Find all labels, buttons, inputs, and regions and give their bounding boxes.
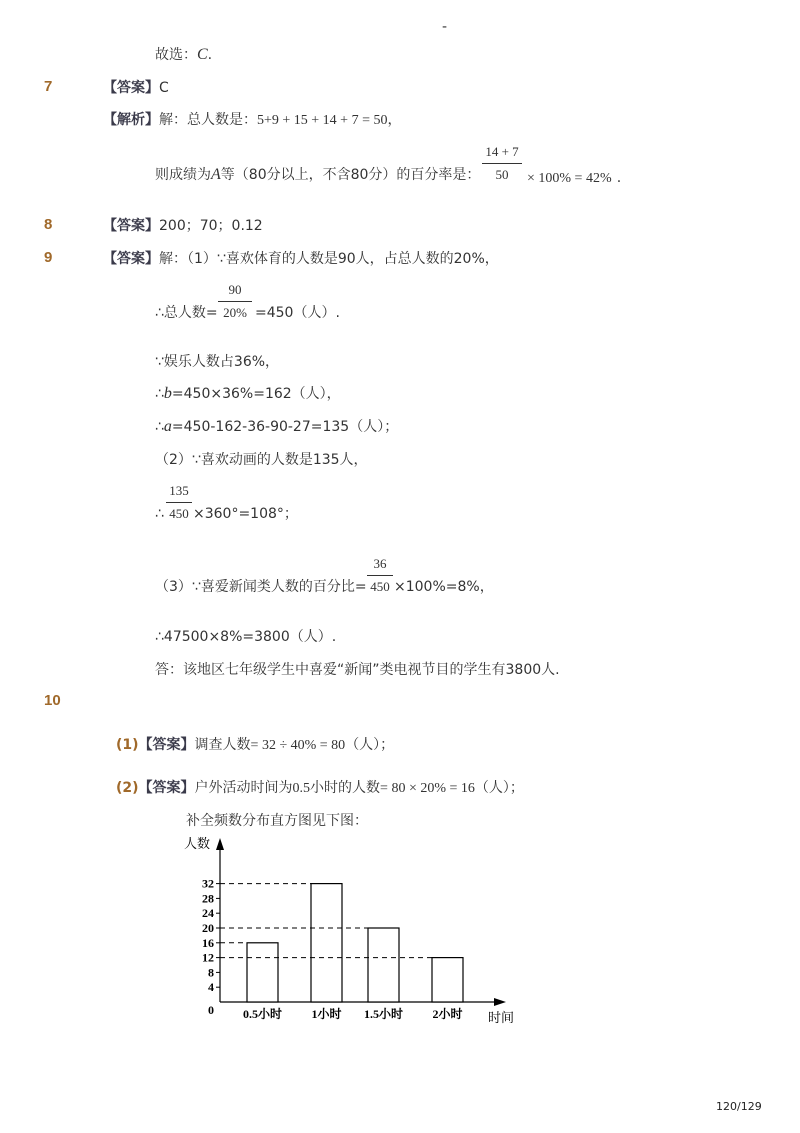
q10-p1-post: （人）； [345, 737, 395, 753]
q10-p1-num: (1) [116, 737, 139, 753]
fraction-bar [367, 575, 393, 576]
q9-l8-num: 36 [373, 556, 387, 571]
x-tick-label-1: 1小时 [311, 1007, 342, 1021]
q7-answer-line [103, 79, 169, 97]
y-tick-label-4: 4 [208, 980, 214, 995]
q10-number: 10 [44, 692, 61, 709]
q10-p1-formula: = 32 ÷ 40% = 80 [250, 738, 346, 753]
q9-l2-pre: ∴总人数= [155, 305, 218, 321]
q9-l2-fraction [218, 282, 252, 321]
q7-frac-den: 50 [495, 167, 509, 182]
answer-tag: 【答案】 [103, 251, 159, 267]
q10-part2 [116, 779, 524, 798]
q7-line2-end: . [616, 170, 622, 186]
q7-analysis-line [103, 111, 401, 130]
q7-var-a: A [211, 166, 221, 183]
q7-analysis-lead: 解：总人数是： [159, 112, 257, 128]
bar-0.5小时 [247, 943, 278, 1002]
q9-l5-pre: ∴ [155, 419, 164, 435]
y-tick-label-32: 32 [202, 876, 214, 891]
q9-l2-post: =450（人）. [255, 305, 340, 321]
q7-sum-tail: ， [387, 112, 402, 128]
answer-tag: 【答案】 [103, 80, 159, 96]
q7-fraction [482, 144, 522, 183]
q9-l8-pre: （3）∵喜爱新闻类人数的百分比= [155, 579, 367, 595]
x-tick-label-3: 2小时 [432, 1007, 463, 1021]
q8-answer: 200；70；0.12 [159, 218, 263, 234]
fraction-bar [482, 163, 522, 164]
q9-var-a: a [163, 418, 172, 435]
q10-p2-note: 补全频数分布直方图见下图： [186, 813, 368, 829]
q6-answer: C [197, 46, 208, 63]
q10-p2-mid: 小时的人数 [310, 780, 381, 796]
q9-l7-post: ×360°=108°； [193, 506, 298, 522]
q10-p2-num: (2) [116, 780, 139, 796]
y-tick-label-8: 8 [208, 965, 214, 980]
y-axis-arrow [216, 838, 224, 850]
q6-tail: . [207, 47, 213, 63]
q9-line1 [103, 250, 499, 268]
q7-frac-tail: × 100% = 42% [527, 171, 612, 186]
fraction-bar [166, 502, 192, 503]
q9-l8-post: ×100%=8%， [394, 579, 494, 595]
histogram-chart [170, 830, 530, 1030]
q9-number: 9 [44, 249, 53, 266]
x-tick-label-0: 0.5小时 [242, 1007, 283, 1021]
q10-p2-pre: 户外活动时间为 [194, 780, 293, 796]
q9-l7-pre: ∴ [155, 506, 164, 522]
q9-l8-fraction [367, 556, 393, 595]
q7-line2-post: 等（80分以上，不含80分）的百分率是： [220, 167, 481, 183]
q9-l3: ∵娱乐人数占36%， [155, 354, 280, 370]
q7-number: 7 [44, 78, 53, 95]
y-tick-label-16: 16 [202, 935, 214, 950]
q8-answer-line [103, 217, 263, 235]
q9-l4-post: =450×36%=162（人）， [171, 386, 341, 402]
y-tick-label-24: 24 [202, 906, 214, 921]
q6-conclusion [155, 46, 212, 64]
q9-l4-pre: ∴ [155, 386, 164, 402]
q9-l2-den: 20% [223, 305, 247, 320]
bar-2小时 [432, 958, 463, 1002]
fraction-bar [218, 301, 252, 302]
bar-1.5小时 [368, 928, 399, 1002]
bar-1小时 [311, 884, 342, 1002]
q8-number: 8 [44, 216, 53, 233]
q9-l9: ∴47500×8%=3800（人）. [155, 629, 337, 645]
page-number: 120/129 [716, 1100, 762, 1113]
q10-p1-pre: 调查人数 [194, 737, 251, 753]
q9-l5 [155, 418, 398, 436]
q9-l7-fraction [166, 483, 192, 522]
y-tick-label-20: 20 [202, 921, 214, 935]
y-tick-label-28: 28 [202, 891, 214, 906]
x-tick-label-2: 1.5小时 [363, 1007, 404, 1021]
q7-line2 [155, 166, 480, 184]
q7-answer: C [159, 80, 169, 96]
q9-l7-num: 135 [169, 483, 189, 498]
q9-l7-den: 450 [169, 506, 189, 521]
q10-part1 [116, 736, 394, 755]
q9-l2-num: 90 [228, 282, 242, 297]
q10-p2-post: （人）； [474, 780, 524, 796]
q10-p2-formula: = 80 × 20% = 16 [380, 781, 475, 796]
q9-l4 [155, 385, 341, 403]
answer-tag: 【答案】 [103, 218, 159, 234]
q9-l5-post: =450-162-36-90-27=135（人）； [171, 419, 399, 435]
x-axis-arrow [494, 998, 506, 1006]
q10-p2-val: 0.5 [292, 781, 311, 796]
y-tick-label-12: 12 [202, 950, 214, 965]
answer-tag: 【答案】 [138, 737, 195, 753]
q9-l6: （2）∵喜欢动画的人数是135人， [155, 452, 368, 468]
origin-label: 0 [208, 1003, 214, 1017]
y-axis-label: 人数 [184, 836, 211, 851]
x-axis-label: 时间 [488, 1010, 515, 1025]
analysis-tag: 【解析】 [103, 112, 159, 128]
q7-frac-tail-wrap [527, 167, 621, 187]
q7-sum-formula: 5+9 + 15 + 14 + 7 = 50 [257, 113, 388, 128]
q6-text: 故选： [155, 47, 197, 63]
top-mark: - [442, 19, 448, 35]
q9-l8-den: 450 [370, 579, 390, 594]
q7-frac-num: 14 + 7 [485, 144, 519, 159]
q9-l10: 答：该地区七年级学生中喜爱“新闻”类电视节目的学生有3800人. [155, 662, 560, 678]
q7-line2-pre: 则成绩为 [155, 167, 211, 183]
q9-l1: 解：（1）∵喜欢体育的人数是90人，占总人数的20%， [159, 251, 499, 267]
q9-var-b: b [163, 385, 172, 402]
answer-tag: 【答案】 [138, 780, 195, 796]
